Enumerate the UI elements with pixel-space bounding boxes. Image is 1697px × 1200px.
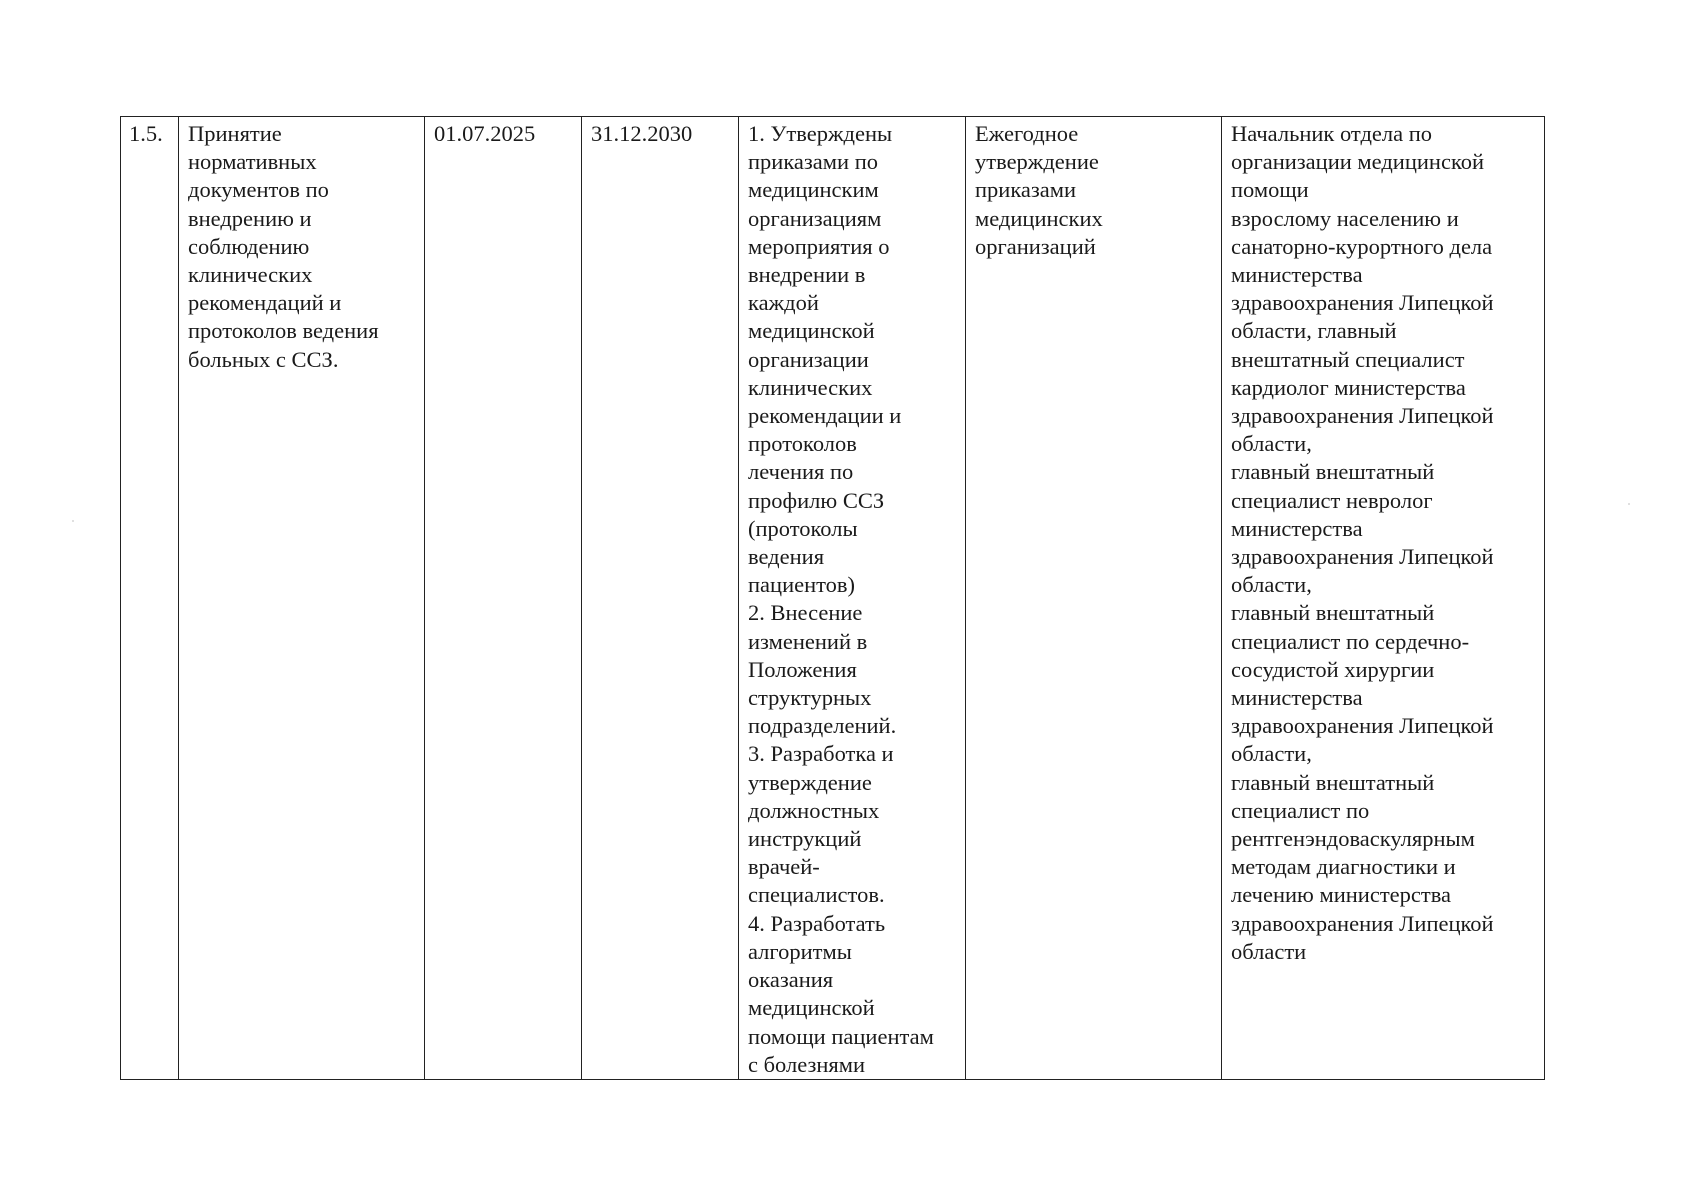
responsible-cell: Начальник отдела по организации медицинской помощи взрослому населению и санаторно-курортного дела министерства здравоохранения Липецкой области, главный внештатный специалист кардиолог министерства здравоохранения Липецкой области, главный внештатный специалист невролог министерства здравоохранения Липецкой области, главный внештатный специалист по сердечно- сосудистой хирургии министерства здравоохранения Липецкой области, главный внештатный специалист по рентгенэндоваскулярным методам диагностики и лечению министерства здравоохранения Липецкой области: [1222, 117, 1545, 1080]
end-date-cell: 31.12.2030: [582, 117, 739, 1080]
row-number-cell: 1.5.: [121, 117, 179, 1080]
actions-cell: 1. Утверждены приказами по медицинским организациям мероприятия о внедрении в каждой медицинской организации клинических рекомендации и протоколов лечения по профилю ССЗ (протоколы ведения пациентов) 2. Внесение изменений в Положения структурных подразделений. 3. Разработка и утверждение должностных инструкций врачей- специалистов. 4. Разработать алгоритмы оказания медицинской помощи пациентам с болезнями: [739, 117, 966, 1080]
plan-table: [120, 116, 1545, 1080]
start-date-cell: 01.07.2025: [425, 117, 582, 1080]
scan-speck: [72, 520, 74, 522]
result-cell: Ежегодное утверждение приказами медицинских организаций: [966, 117, 1222, 1080]
activity-name-cell: Принятие нормативных документов по внедрению и соблюдению клинических рекомендаций и протоколов ведения больных с ССЗ.: [179, 117, 425, 1080]
table-row: [121, 117, 1545, 1080]
scan-speck: [1628, 503, 1630, 505]
